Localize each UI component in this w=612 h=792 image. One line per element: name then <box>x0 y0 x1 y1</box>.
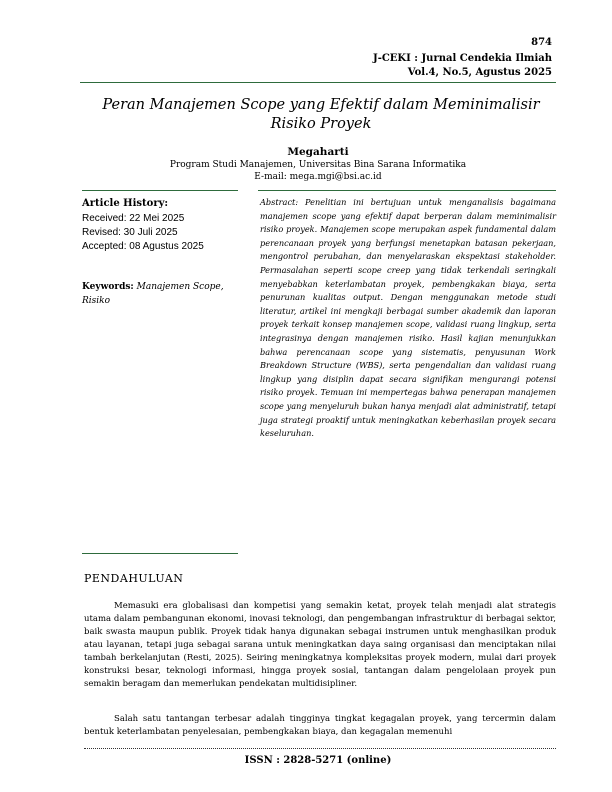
article-title: Peran Manajemen Scope yang Efektif dalam Meminimalisir Risiko Proyek <box>102 97 540 132</box>
abstract-top-rule <box>258 190 556 191</box>
keywords-value: Manajemen Scope, Risiko <box>82 282 224 306</box>
abstract-text: Penelitian ini bertujuan untuk menganalisis bagaimana manajemen scope yang efektif dapat berperan dalam meminimalisir risiko proyek. Manajemen scope merupakan aspek fundamental dalam perencanaan proyek yang berfungsi menetapkan batasan pekerjaan, mengontrol perubahan, dan menyelaraskan ekspektasi stakeholder. Permasalahan seperti scope creep yang tidak terkendali seringkali menyebabkan keterlambatan proyek, pembengkakan biaya, serta penurunan kualitas output. Dengan menggunakan metode studi literatur, artikel ini mengkaji berbagai sumber akademik dan laporan proyek terkait konsep manajemen scope, validasi ruang lingkup, serta integrasinya dengan manajemen risiko. Hasil kajian menunjukkan bahwa perencanaan scope yang sistematis, penyusunan Work Breakdown Structure (WBS), serta pengendalian dan validasi ruang lingkup yang disiplin dapat secara signifikan mengurangi potensi risiko proyek. Temuan ini mempertegas bahwa penerapan manajemen scope yang menyeluruh bukan hanya menjadi alat administratif, tetapi juga strategi proaktif untuk meningkatkan keberhasilan proyek secara keseluruhan. <box>260 197 556 439</box>
author-affiliation: Program Studi Manajemen, Universitas Bina Sarana Informatika <box>169 160 467 170</box>
accepted-date: Accepted: 08 Agustus 2025 <box>82 241 204 252</box>
abstract-label: Abstract: <box>260 197 299 207</box>
history-bottom-rule <box>82 553 238 554</box>
journal-name: J-CEKI : Jurnal Cendekia Ilmiah <box>372 53 552 64</box>
abstract <box>260 196 556 441</box>
article-history-label: Article History: <box>82 198 169 209</box>
revised-date: Revised: 30 Juli 2025 <box>82 227 178 238</box>
author-email: E-mail: mega.mgi@bsi.ac.id <box>254 172 382 182</box>
journal-volume: Vol.4, No.5, Agustus 2025 <box>407 67 552 78</box>
page-number: 874 <box>531 37 552 48</box>
keywords-label: Keywords: <box>82 282 134 292</box>
body-paragraph: Salah satu tantangan terbesar adalah tingginya tingkat kegagalan proyek, yang tercermin dalam bentuk keterlambatan penyelesaian, pembengkakan biaya, dan kegagalan memenuhi <box>84 714 556 737</box>
history-top-rule <box>82 190 238 191</box>
body-paragraph: Memasuki era globalisasi dan kompetisi yang semakin ketat, proyek telah menjadi alat strategis utama dalam pembangunan ekonomi, inovasi teknologi, dan pengembangan infrastruktur di berbagai sektor, baik swasta maupun publik. Proyek tidak hanya digunakan sebagai instrumen untuk menghasilkan produk atau layanan, tetapi juga sebagai sarana untuk meningkatkan daya saing organisasi dan menciptakan nilai tambah berkelanjutan (Resti, 2025). Seiring meningkatnya kompleksitas proyek modern, mulai dari proyek konstruksi besar, teknologi informasi, hingga proyek sosial, tantangan dalam pengelolaan proyek pun semakin beragam dan memerlukan pendekatan multidisipliner. <box>84 601 556 689</box>
section-heading: PENDAHULUAN <box>84 572 184 585</box>
header-rule <box>80 82 556 83</box>
received-date: Received: 22 Mei 2025 <box>82 213 185 224</box>
author-name: Megaharti <box>287 146 349 158</box>
footer-rule <box>84 748 556 749</box>
issn: ISSN : 2828-5271 (online) <box>244 755 392 766</box>
keywords <box>82 280 242 308</box>
